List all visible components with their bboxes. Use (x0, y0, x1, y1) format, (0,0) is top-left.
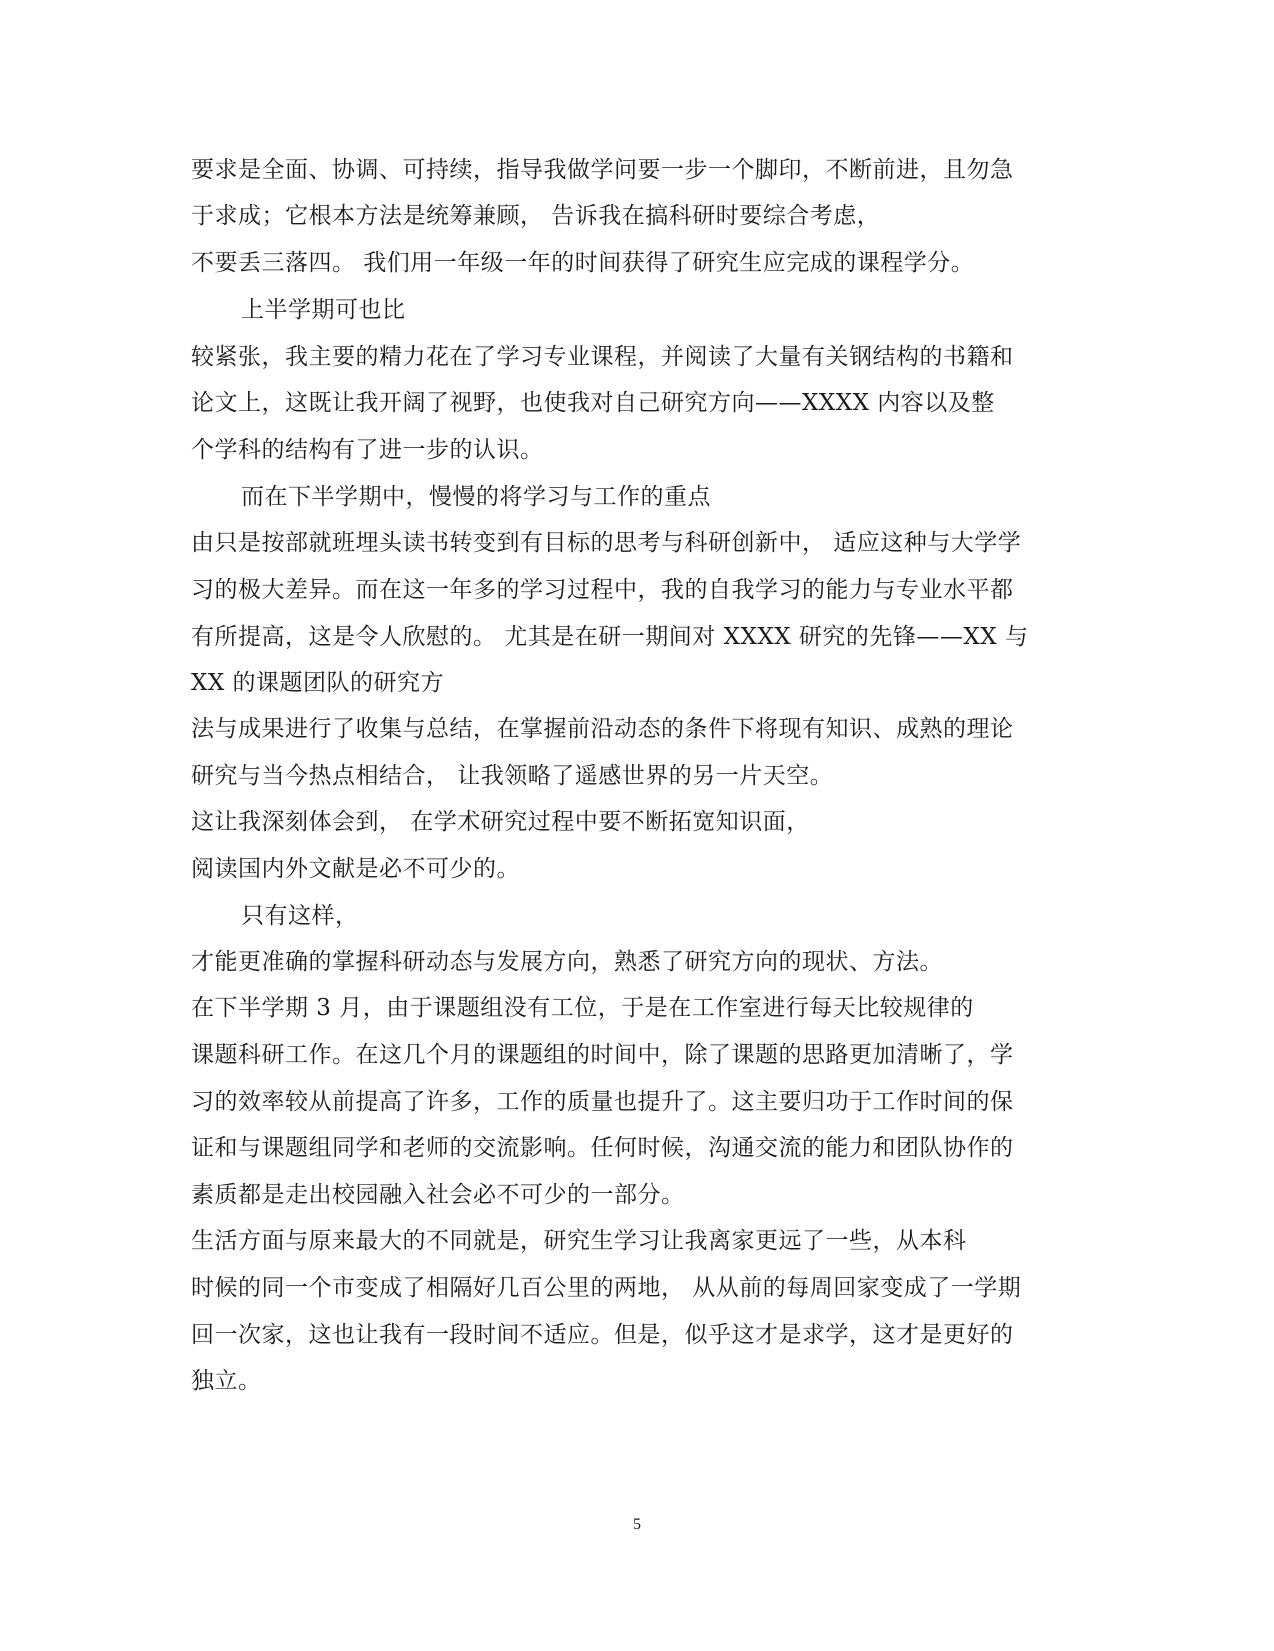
text-line: 要求是全面、协调、可持续，指导我做学问要一步一个脚印，不断前进，且勿急 (191, 157, 1014, 183)
text-line: 时候的同一个市变成了相隔好几百公里的两地， 从从前的每周回家变成了一学期 (191, 1275, 1022, 1301)
text-line: 习的效率较从前提高了许多，工作的质量也提升了。这主要归功于工作时间的保 (191, 1089, 1014, 1115)
text-line: 阅读国内外文献是必不可少的。 (191, 856, 520, 882)
text-line: 回一次家，这也让我有一段时间不适应。但是，似乎这才是求学，这才是更好的 (191, 1322, 1014, 1348)
page-number: 5 (633, 1516, 641, 1533)
text-line: 素质都是走出校园融入社会必不可少的一部分。 (191, 1182, 685, 1208)
text-line: 有所提高，这是令人欣慰的。 尤其是在研一期间对 XXXX 研究的先锋——XX 与 (191, 624, 1029, 650)
text-line: 研究与当今热点相结合， 让我领略了遥感世界的另一片天空。 (191, 763, 834, 789)
text-line: 这让我深刻体会到， 在学术研究过程中要不断拓宽知识面， (191, 809, 810, 835)
text-line: 于求成；它根本方法是统筹兼顾， 告诉我在搞科研时要综合考虑， (191, 203, 881, 229)
text-line: 在下半学期 3 月，由于课题组没有工位，于是在工作室进行每天比较规律的 (191, 995, 974, 1021)
text-line: 习的极大差异。而在这一年多的学习过程中，我的自我学习的能力与专业水平都 (191, 577, 1014, 603)
text-line: 上半学期可也比 (241, 297, 406, 323)
text-line: 而在下半学期中，慢慢的将学习与工作的重点 (241, 484, 711, 510)
text-line: 不要丢三落四。 我们用一年级一年的时间获得了研究生应完成的课程学分。 (191, 250, 975, 276)
text-line: 较紧张，我主要的精力花在了学习专业课程，并阅读了大量有关钢结构的书籍和 (191, 344, 1014, 370)
text-line: XX 的课题团队的研究方 (191, 670, 445, 696)
text-line: 法与成果进行了收集与总结，在掌握前沿动态的条件下将现有知识、成熟的理论 (191, 716, 1014, 742)
text-line: 个学科的结构有了进一步的认识。 (191, 437, 544, 463)
text-line: 独立。 (191, 1368, 262, 1394)
text-line: 生活方面与原来最大的不同就是，研究生学习让我离家更远了一些，从本科 (191, 1228, 967, 1254)
text-line: 证和与课题组同学和老师的交流影响。任何时候，沟通交流的能力和团队协作的 (191, 1135, 1014, 1161)
text-line: 才能更准确的掌握科研动态与发展方向，熟悉了研究方向的现状、方法。 (191, 949, 943, 975)
text-line: 课题科研工作。在这几个月的课题组的时间中，除了课题的思路更加清晰了，学 (191, 1042, 1014, 1068)
text-line: 由只是按部就班埋头读书转变到有目标的思考与科研创新中， 适应这种与大学学 (191, 530, 1022, 556)
text-line: 只有这样， (241, 903, 359, 929)
text-line: 论文上，这既让我开阔了视野，也使我对自己研究方向——XXXX 内容以及整 (191, 390, 995, 416)
